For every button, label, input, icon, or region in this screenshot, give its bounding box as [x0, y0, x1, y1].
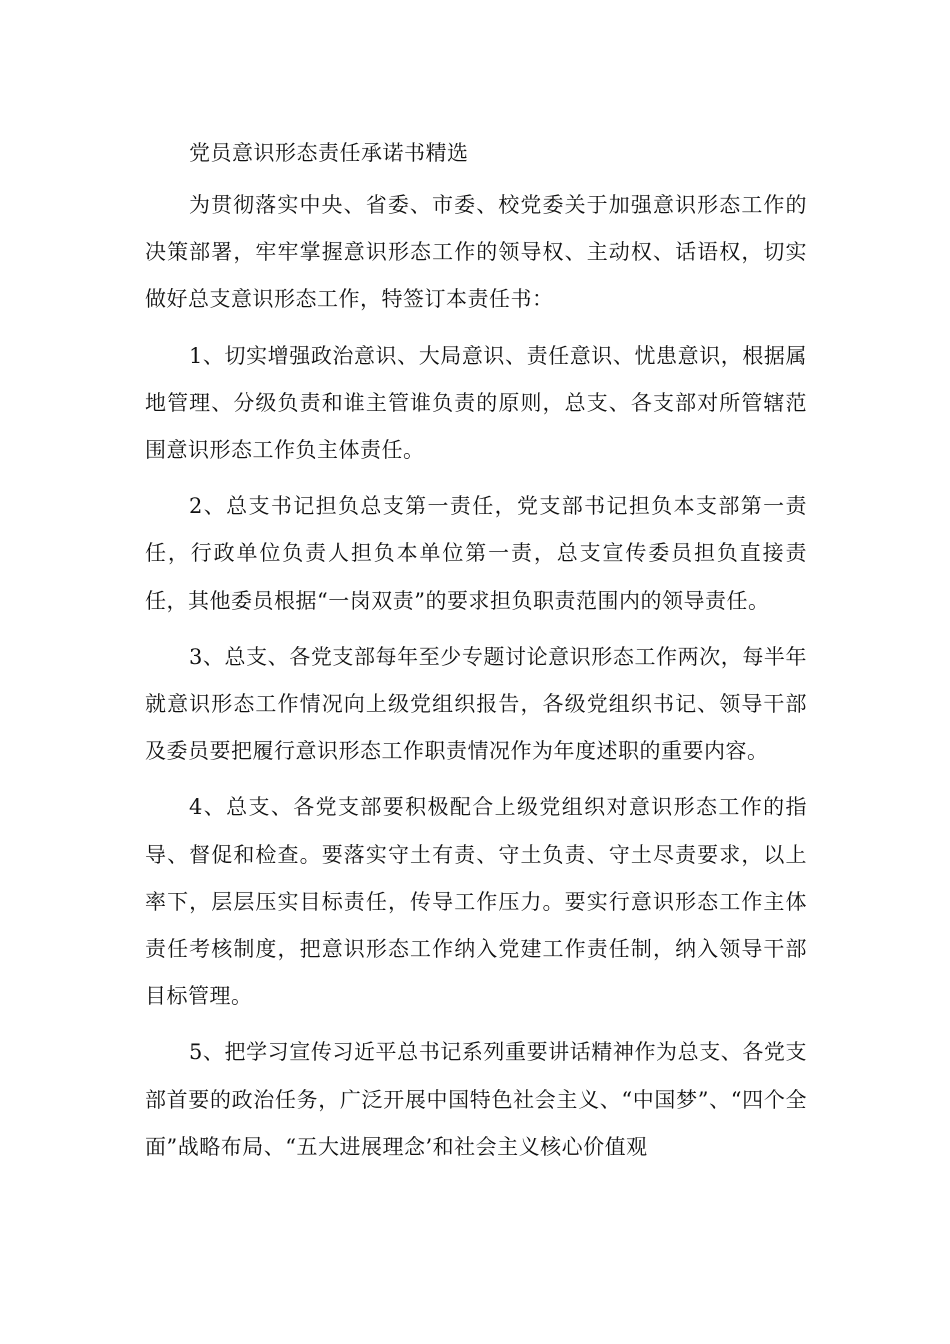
paragraph-item-4: 4、总支、各党支部要积极配合上级党组织对意识形态工作的指导、督促和检查。要落实守土有责、守土负责、守土尽责要求，以上率下，层层压实目标责任，传导工作压力。要实行意识形态工作主体责任考核制度，把意识形态工作纳入党建工作责任制，纳入领导干部目标管理。 — [145, 795, 807, 1009]
document-page — [145, 134, 807, 1180]
paragraph-item-3: 3、总支、各党支部每年至少专题讨论意识形态工作两次，每半年就意识形态工作情况向上级党组织报告，各级党组织书记、领导干部及委员要把履行意识形态工作职责情况作为年度述职的重要内容。 — [145, 644, 807, 764]
paragraph-item-1: 1、切实增强政治意识、大局意识、责任意识、忧患意识，根据属地管理、分级负责和谁主管谁负责的原则，总支、各支部对所管辖范围意识形态工作负主体责任。 — [145, 343, 807, 463]
paragraph-item-2: 2、总支书记担负总支第一责任，党支部书记担负本支部第一责任，行政单位负责人担负本单位第一责，总支宣传委员担负直接责任，其他委员根据“一岗双责”的要求担负职责范围内的领导责任。 — [145, 494, 807, 613]
document-title: 党员意识形态责任承诺书精选 — [189, 141, 469, 165]
paragraph-item-5: 5、把学习宣传习近平总书记系列重要讲话精神作为总支、各党支部首要的政治任务，广泛开展中国特色社会主义、“中国梦”、“四个全面”战略布局、“五大进展理念’和社会主义核心价值观 — [145, 1040, 807, 1159]
paragraph-intro: 为贯彻落实中央、省委、市委、校党委关于加强意识形态工作的决策部署，牢牢掌握意识形态工作的领导权、主动权、话语权，切实做好总支意识形态工作，特签订本责任书： — [145, 193, 807, 312]
